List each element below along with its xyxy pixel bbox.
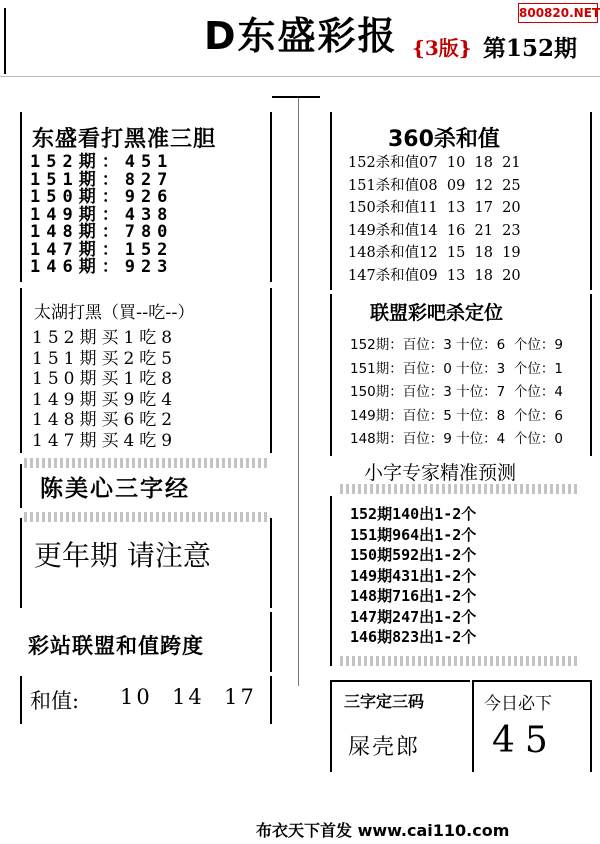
issue-number: 第152期 — [483, 35, 578, 62]
section-title: 太湖打黑（買--吃--） — [34, 303, 195, 323]
list-item: 151期：百位：0 十位：3 个位：1 — [350, 360, 563, 377]
list-item: 149杀和值14 16 21 23 — [348, 222, 521, 239]
box-chen — [20, 464, 272, 508]
section-title: 东盛看打黑准三胆 — [32, 127, 217, 152]
row-list — [30, 154, 173, 277]
list-item: 152期：百位：3 十位：6 个位：9 — [350, 337, 563, 353]
list-item: 150期：百位：3 十位：7 个位：4 — [350, 384, 563, 400]
box-lianmeng — [330, 294, 592, 456]
list-item: 148期716出1-2个 — [350, 587, 477, 605]
list-item: 146期823出1-2个 — [350, 628, 477, 646]
footer-credit: 布衣天下首发 www.cai110.com — [256, 821, 510, 840]
list-item: 150杀和值11 13 17 20 — [348, 200, 521, 216]
list-item: 148期买6吃2 — [32, 410, 178, 430]
section-title: 彩站联盟和值跨度 — [28, 634, 204, 658]
list-item: 151期：827 — [30, 169, 174, 190]
section-title: 陈美心三字经 — [40, 476, 190, 502]
box-taihu — [20, 288, 272, 453]
list-item: 152期140出1-2个 — [350, 505, 477, 523]
list-item: 146期：923 — [30, 257, 174, 277]
box-hezhi-values — [20, 676, 272, 724]
box-gengnian — [20, 518, 272, 608]
sum-label: 和值: — [30, 689, 80, 713]
row-list — [350, 334, 563, 452]
section-title: 小字专家精准预测 — [364, 462, 517, 484]
list-item: 149期买9吃4 — [32, 389, 178, 410]
list-item: 151期964出1-2个 — [350, 525, 477, 544]
list-item: 147期：152 — [30, 239, 174, 260]
list-item: 149期：438 — [30, 204, 174, 225]
box-xiaozi — [330, 456, 592, 666]
box-three-bile — [20, 112, 272, 282]
section-title: 360杀和值 — [388, 127, 500, 152]
section-title: 三字定三码 — [344, 692, 425, 711]
box-sanzi — [330, 680, 470, 772]
list-item: 150期：926 — [30, 187, 174, 207]
list-item: 147杀和值09 13 18 20 — [348, 267, 521, 284]
edition-label: {3版} — [412, 36, 472, 60]
sum-values: 10 14 17 — [120, 685, 257, 709]
header-divider — [0, 76, 600, 77]
list-item: 151期买2吃5 — [32, 348, 178, 369]
row-list — [32, 328, 177, 451]
header — [0, 0, 600, 76]
list-item: 148期：百位：9 十位：4 个位：0 — [350, 431, 563, 447]
row-list — [348, 152, 521, 287]
box-jinri — [472, 680, 592, 772]
list-item: 148期：780 — [30, 222, 174, 242]
tipster-name: 屎壳郎 — [348, 735, 421, 760]
list-item: 152期买1吃8 — [32, 328, 178, 348]
box-360-sum — [330, 112, 592, 290]
list-item: 149期431出1-2个 — [350, 566, 477, 585]
center-top-rule — [272, 96, 320, 98]
center-divider — [298, 96, 299, 686]
section-title: 联盟彩吧杀定位 — [370, 302, 504, 324]
box-hezhi-kuadu — [20, 612, 272, 672]
list-item: 148杀和值12 15 18 19 — [348, 245, 521, 261]
notice-text: 更年期 请注意 — [34, 539, 211, 572]
header-left-rule — [4, 8, 6, 74]
paper-title: D东盛彩报 — [204, 14, 398, 58]
list-item: 150期买1吃8 — [32, 369, 178, 389]
list-item: 150期592出1-2个 — [350, 546, 477, 564]
pick-number: 45 — [492, 720, 558, 761]
section-title: 今日必下 — [484, 694, 552, 714]
list-item: 152杀和值07 10 18 21 — [348, 155, 521, 171]
list-item: 151杀和值08 09 12 25 — [348, 177, 521, 194]
row-list — [350, 504, 476, 648]
list-item: 147期247出1-2个 — [350, 607, 477, 626]
list-item: 152期：451 — [30, 152, 174, 172]
list-item: 149期：百位：5 十位：8 个位：6 — [350, 407, 563, 424]
list-item: 147期买4吃9 — [32, 430, 178, 451]
site-watermark: 800820.NET — [518, 3, 598, 23]
